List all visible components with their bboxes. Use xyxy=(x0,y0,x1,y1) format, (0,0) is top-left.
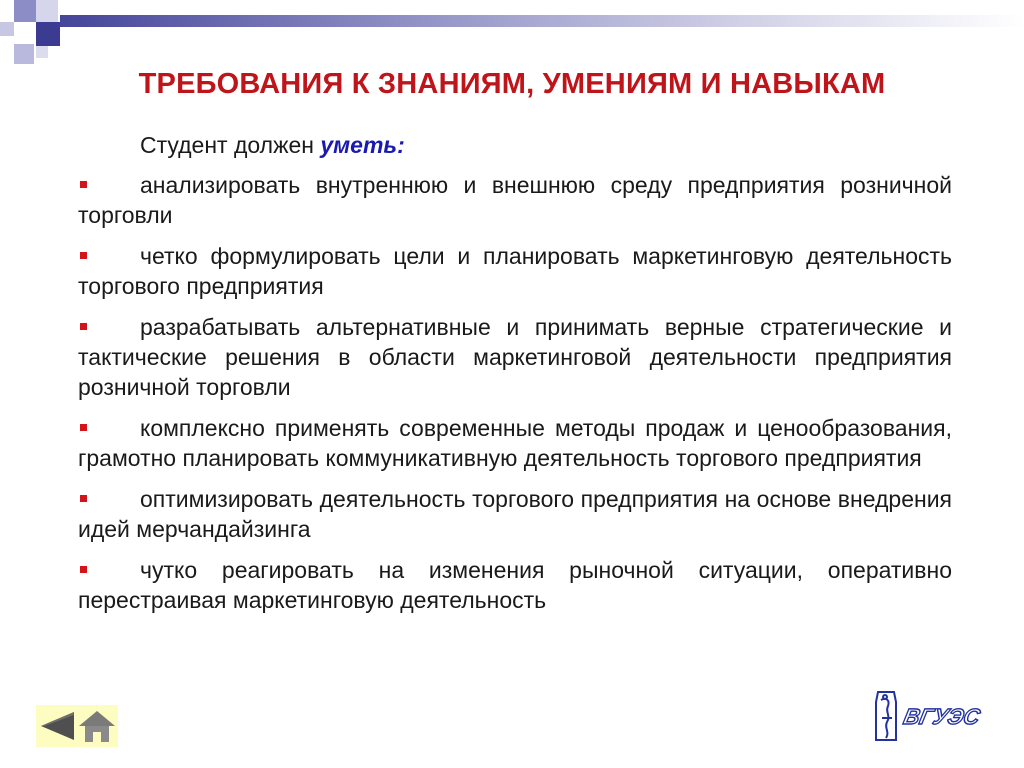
list-item-text: четко формулировать цели и планировать маркетинговую деятельность торгового предприятия xyxy=(78,243,952,299)
list-item-text: анализировать внутреннюю и внешнюю среду предприятия розничной торговли xyxy=(78,172,952,228)
bullet-icon xyxy=(80,424,87,431)
arrow-left-icon xyxy=(38,709,76,743)
university-emblem-icon xyxy=(876,692,896,740)
intro-text: Студент должен xyxy=(140,132,321,158)
logo-text: ВГУЭС xyxy=(901,704,983,729)
list-item-text: оптимизировать деятельность торгового предприятия на основе внедрения идей мерчандайзинга xyxy=(78,486,952,542)
bullet-icon xyxy=(80,323,87,330)
bullet-icon xyxy=(80,252,87,259)
slide-title: ТРЕБОВАНИЯ К ЗНАНИЯМ, УМЕНИЯМ И НАВЫКАМ xyxy=(138,68,886,100)
intro-line xyxy=(78,130,952,160)
bullet-icon xyxy=(80,566,87,573)
list-item xyxy=(78,555,952,615)
navigation-bar xyxy=(36,705,118,747)
slide-body xyxy=(78,130,952,626)
list-item-text: разрабатывать альтернативные и принимать верные стратегические и тактические решения в области маркетинговой деятельности предприятия розничной торговли xyxy=(78,314,952,400)
bullet-icon xyxy=(80,495,87,502)
home-icon xyxy=(78,709,116,743)
top-gradient-bar xyxy=(60,15,1024,27)
bullet-icon xyxy=(80,181,87,188)
home-button[interactable] xyxy=(78,709,116,743)
list-item xyxy=(78,312,952,402)
list-item-text: комплексно применять современные методы продаж и ценообразования, грамотно планировать коммуникативную деятельность торгового предприятия xyxy=(78,415,952,471)
list-item xyxy=(78,413,952,473)
intro-emphasis: уметь: xyxy=(320,132,405,158)
list-item xyxy=(78,241,952,301)
university-logo xyxy=(872,688,1004,744)
list-item xyxy=(78,170,952,230)
list-item xyxy=(78,484,952,544)
list-item-text: чутко реагировать на изменения рыночной ситуации, оперативно перестраивая маркетинговую деятельность xyxy=(78,557,952,613)
back-button[interactable] xyxy=(38,709,76,743)
